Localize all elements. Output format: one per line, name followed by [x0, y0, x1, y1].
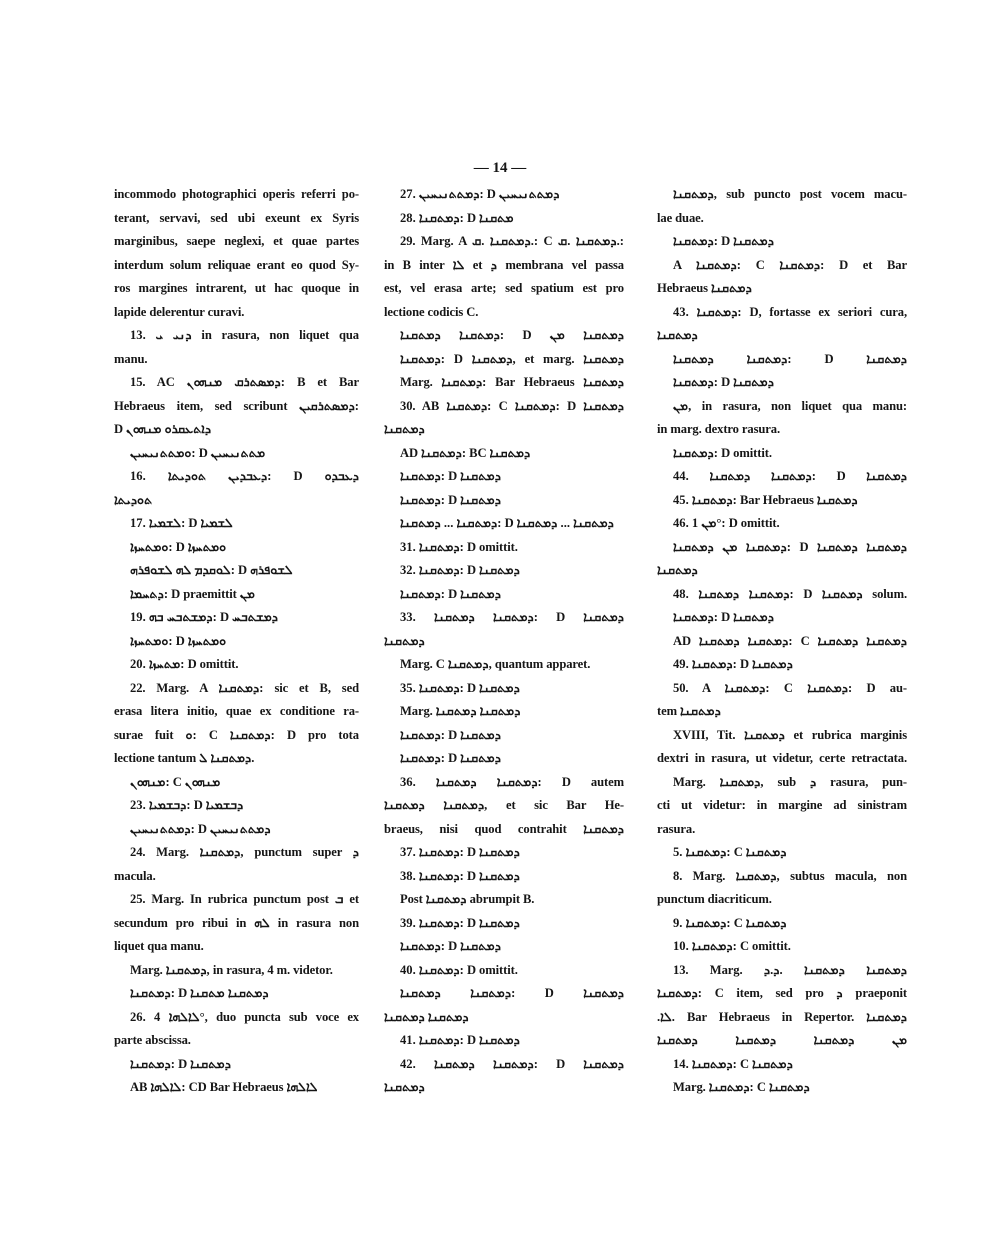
- text-line: D ܕܐܬܥܩܪܘ ܡܢܗܘܢ: [114, 422, 212, 436]
- text-line: 28. ܕܡܬܩܢܐ: D ܡܬܩܢܐ: [400, 210, 514, 225]
- text-line: 46. ܡܢ 1°: D omittit.: [673, 516, 780, 530]
- text-line: 44. ܕܡܬܩܢܐ ܕܡܬܩܢܐ: D ܕܡܬܩܢܐ: [673, 469, 907, 483]
- text-line: 13. ܕܢܝ ܝ in rasura, non liquet qua: [130, 328, 359, 342]
- text-line: 13. Marg. ܕܡܬܩܢܐ ܕܡܬܩܢܐ .ܕ.ܕ: [673, 962, 907, 977]
- text-line: marginibus, saepe neglexi, et quae partes: [114, 234, 359, 248]
- text-line: 33. ܕܡܬܩܢܐ ܕܡܬܩܢܐ: D ܕܡܬܩܢܐ: [400, 610, 624, 624]
- text-line: 39. ܕܡܬܩܢܐ: D ܕܡܬܩܢܐ: [400, 915, 520, 930]
- text-line: Marg. ܕܡܬܩܢܐ, in rasura, 4 m. videtor.: [130, 962, 333, 977]
- text-line: lectione tantum ܕܡܬܩܢܐ ܠ.: [114, 751, 255, 765]
- text-line: 32. ܕܡܬܩܢܐ: D ܕܡܬܩܢܐ: [400, 563, 520, 577]
- text-line: ܕܡܬܩܢܐ ܕܡܬܩܢܐ: D ܕܡܬܩܢܐ ܡܢ: [400, 328, 624, 342]
- text-line: 9. ܕܡܬܩܢܐ: C ܕܡܬܩܢܐ: [673, 915, 787, 930]
- text-line: .ܠܐ. Bar Hebraeus in Repertor. ܕܡܬܩܢܐ: [657, 1009, 907, 1024]
- text-line: 8. Marg. ܕܡܬܩܢܐ, subtus macula, non: [673, 868, 907, 883]
- text-line: parte abscissa.: [114, 1033, 191, 1047]
- text-line: Marg. C ܕܡܬܩܢܐ, quantum apparet.: [400, 657, 591, 671]
- text-line: terant, servavi, sed ubi exeunt ex Syris: [114, 210, 359, 225]
- text-line: ܕܡܬܩܢܐ: [657, 563, 698, 577]
- text-line: ܕܡܬܩܢܐ: D ܕܡܬܩܢܐ: [400, 469, 501, 483]
- text-line: 49. ܕܡܬܩܢܐ: D ܕܡܬܩܢܐ: [673, 657, 793, 671]
- text-line: in B inter ܠܐ et ܕ membrana vel passa: [384, 257, 624, 272]
- text-line: 16. ܕܥܒܕܝܢ ܬܘܕܝܬܐ: D ܕܥܒܕܘ: [130, 469, 359, 483]
- text-line: ܘܡܬܬܢܝܚܝܢ: D ܡܬܬܢܝܚܝܢ: [130, 445, 266, 460]
- text-line: 31. ܕܡܬܩܢܐ: D omittit.: [400, 539, 518, 554]
- text-line: est, vel erasa arte; sed spatium est pro: [384, 281, 624, 295]
- text-line: 19. ܕܡܫܬܒܚ ܒܗ: D ܕܡܫܬܒܚ: [130, 610, 279, 624]
- text-line: surae fuit ܘ: C ܕܡܬܩܢܐ: D pro tota: [114, 727, 359, 742]
- text-line: lectione codicis C.: [384, 304, 479, 319]
- text-line: ܕܡܬܩܢܐ: D ܕܡܬܩܢܐ: [673, 234, 774, 248]
- text-line: incommodo photographici operis referri po-: [114, 187, 359, 201]
- text-line: 50. A ܕܡܬܩܢܐ: C ܕܡܬܩܢܐ: D au-: [673, 680, 907, 695]
- text-line: ܕܡܬܩܢܐ ܕܡܬܩܢܐ: D ܕܡܬܩܢܐ: [673, 351, 907, 366]
- text-line: ܕܡܬܩܢܐ, sub puncto post vocem macu-: [673, 187, 907, 201]
- text-line: 41. ܕܡܬܩܢܐ: D ܕܡܬܩܢܐ: [400, 1033, 520, 1047]
- text-line: XVIII, Tit. ܕܡܬܩܢܐ et rubrica marginis: [673, 727, 907, 742]
- text-line: macula.: [114, 868, 156, 883]
- text-line: 5. ܕܡܬܩܢܐ: C ܕܡܬܩܢܐ: [673, 845, 787, 859]
- text-line: 45. ܕܡܬܩܢܐ: Bar Hebraeus ܕܡܬܩܢܐ: [673, 492, 858, 507]
- text-line: 20. ܡܬܚܙܐ: D omittit.: [130, 657, 239, 671]
- column-left: [114, 183, 359, 1100]
- text-line: ܕܡܬܩܢܐ: D omittit.: [673, 445, 772, 460]
- text-line: 36. ܕܡܬܩܢܐ ܕܡܬܩܢܐ: D autem: [400, 774, 624, 789]
- text-line: 42. ܕܡܬܩܢܐ ܕܡܬܩܢܐ: D ܕܡܬܩܢܐ: [400, 1056, 624, 1071]
- text-line: ܕܡܬܩܢܐ: D ܕܡܬܩܢܐ: [673, 375, 774, 389]
- text-line: lapide delerentur curavi.: [114, 304, 245, 319]
- text-line: erasa litera initio, quae ex conditione ra-: [114, 704, 359, 718]
- text-line: secundum pro ribui in ܠܗ in rasura non: [114, 915, 359, 930]
- text-line: AB ܠܐܠܗܐ: CD Bar Hebraeus ܠܐܠܗܐ: [130, 1080, 318, 1094]
- text-line: ܕܡܬܩܢܐ: [384, 422, 425, 436]
- text-line: ܕܡܬܬܢܝܚܝܢ: D ܕܡܬܬܢܝܚܝܢ: [130, 821, 271, 836]
- text-line: 38. ܕܡܬܩܢܐ: D ܕܡܬܩܢܐ: [400, 868, 520, 883]
- text-line: ܡܢ ܕܡܬܩܢܐ ܕܡܬܩܢܐ ܕܡܬܩܢܐ: [657, 1033, 907, 1047]
- text-line: ܘܡܬܚܙܐ: D ܘܡܬܚܙܐ: [130, 633, 227, 648]
- text-line: 10. ܕܡܬܩܢܐ: C omittit.: [673, 939, 791, 953]
- text-line: Post ܕܡܬܩܢܐ abrumpit B.: [400, 892, 535, 906]
- text-line: interdum solum reliquae erant eo quod Sy-: [114, 257, 359, 272]
- text-line: 17. ܠܫܡܝܐ: D ܠܫܡܝܐ: [130, 516, 233, 530]
- text-line: ܘܡܬܚܙܐ: D ܘܡܬܚܙܐ: [130, 539, 227, 554]
- text-line: AD ܕܡܬܩܢܐ ܕܡܬܩܢܐ: C ܕܡܬܩܢܐ ܕܡܬܩܢܐ: [673, 633, 907, 648]
- text-line: 23. ܕܒܫܡܝܐ: D ܕܒܫܡܝܐ: [130, 798, 244, 812]
- text-line: ܕܡܬܩܢܐ: D ܕܡܬܩܢܐ: [673, 610, 774, 624]
- text-line: ܕܡܬܩܢܐ: [657, 328, 698, 342]
- text-line: ros margines intrarent, ut hac quoque in: [114, 281, 359, 295]
- text-line: ܕܡܬܩܢܐ ܕܡܬܩܢܐ, et sic Bar He-: [384, 798, 624, 812]
- text-line: ܕܡܬܩܢܐ: C item, sed pro ܕ praeponit: [657, 986, 907, 1000]
- text-line: 15. AC ܕܡܣܬܪܩ ܡܢܗܘܢ: B et Bar: [130, 375, 359, 389]
- text-line: ܕܡܬܩܢܐ: [384, 633, 425, 648]
- text-line: tem ܕܡܬܩܢܐ: [657, 704, 721, 718]
- text-line: 27. ܕܡܬܬܢܝܚܝܢ: D ܕܡܬܬܢܝܚܝܢ: [400, 187, 560, 201]
- text-line: ܕܡܬܩܢܐ ܡܢ ܕܡܬܩܢܐ: D ܕܡܬܩܢܐ ܕܡܬܩܢܐ: [673, 539, 907, 554]
- text-line: 37. ܕܡܬܩܢܐ: D ܕܡܬܩܢܐ: [400, 845, 520, 859]
- text-line: ܬܘܕܝܬܐ: [114, 492, 153, 507]
- text-line: Hebraeus ܕܡܬܩܢܐ: [657, 281, 752, 295]
- text-line: ܕܡܬܩܢܐ: D ܕܡܬܩܢܐ: [400, 492, 501, 507]
- text-line: 30. AB ܕܡܬܩܢܐ: C ܕܡܬܩܢܐ: D ܕܡܬܩܢܐ: [400, 398, 624, 413]
- text-line: ܕܡܬܩܢܐ: D ܕܡܬܩܢܐ ܡܬܩܢܐ: [130, 986, 269, 1000]
- text-line: ܕܬܚܡܐ: D praemittit ܡܢ: [130, 586, 255, 601]
- text-line: Marg. ܕܡܬܩܢܐ: Bar Hebraeus ܕܡܬܩܢܐ: [400, 375, 624, 389]
- page-number: — 14 —: [473, 160, 527, 176]
- text-line: rasura.: [657, 821, 696, 836]
- text-line: 26. ܠܐܠܗܐ 4°, duo puncta sub voce ex: [130, 1009, 359, 1024]
- text-line: cti ut videtur: in margine ad sinistram: [657, 798, 907, 812]
- text-line: manu.: [114, 351, 148, 366]
- text-line: ܕܡܬܩܢܐ: D ܕܡܬܩܢܐ: [130, 1056, 231, 1071]
- text-line: ܕܡܬܩܢܐ ... ܕܡܬܩܢܐ: D ܕܡܬܩܢܐ ... ܕܡܬܩܢܐ: [400, 516, 614, 530]
- text-line: Marg. ܕܡܬܩܢܐ: C ܕܡܬܩܢܐ: [673, 1080, 810, 1094]
- text-line: Hebraeus item, sed scribunt ܕܡܣܬܪܩܝܢ:: [114, 398, 359, 413]
- text-line: 48. ܕܡܬܩܢܐ ܕܡܬܩܢܐ: D ܕܡܬܩܢܐ solum.: [673, 586, 907, 601]
- text-line: ܕܡܬܩܢܐ: D ܕܡܬܩܢܐ: [400, 751, 501, 765]
- text-line: A ܕܡܬܩܢܐ: C ܕܡܬܩܢܐ: D et Bar: [673, 257, 907, 272]
- text-line: ܠܘܩܕܡ ܠܗ ܠܫܘܦܪܗ: D ܠܫܘܦܪܗ: [130, 563, 293, 577]
- text-line: ܡܢ, in rasura, non liquet qua manu:: [673, 398, 907, 413]
- text-line: ܕܡܬܩܢܐ ܕܡܬܩܢܐ: D ܕܡܬܩܢܐ: [400, 986, 624, 1000]
- text-line: 22. Marg. A ܕܡܬܩܢܐ: sic et B, sed: [130, 680, 359, 695]
- text-line: ܕܡܬܩܢܐ: D ܕܡܬܩܢܐ, et marg. ܕܡܬܩܢܐ: [400, 351, 624, 366]
- column-middle: [384, 183, 624, 1100]
- text-line: 14. ܕܡܬܩܢܐ: C ܕܡܬܩܢܐ: [673, 1056, 793, 1071]
- text-line: ܕܡܬܩܢܐ: D ܕܡܬܩܢܐ: [400, 586, 501, 601]
- text-line: braeus, nisi quod contrahit ܕܡܬܩܢܐ: [384, 821, 624, 836]
- text-line: ܕܡܬܩܢܐ: D ܕܡܬܩܢܐ: [400, 727, 501, 742]
- column-right: [657, 183, 907, 1100]
- text-line: dextri in rasura, ut videtur, certe retractata.: [657, 751, 907, 765]
- text-line: 35. ܕܡܬܩܢܐ: D ܕܡܬܩܢܐ: [400, 680, 520, 695]
- text-line: 40. ܕܡܬܩܢܐ: D omittit.: [400, 962, 518, 977]
- text-line: ܡܢܗܘܢ: C ܡܢܗܘܢ: [130, 774, 221, 789]
- text-line: in marg. dextro rasura.: [657, 422, 781, 436]
- text-line: Marg. ܕܡܬܩܢܐ ܕܡܬܩܢܐ: [400, 704, 521, 718]
- text-line: punctum diacriticum.: [657, 892, 772, 906]
- text-line: 25. Marg. In rubrica punctum post ܒ et: [130, 892, 359, 906]
- text-line: ܕܡܬܩܢܐ: D ܕܡܬܩܢܐ: [400, 939, 501, 953]
- text-line: 24. Marg. ܕܡܬܩܢܐ, punctum super ܕ: [130, 845, 359, 859]
- text-line: ܕܡܬܩܢܐ ܕܡܬܩܢܐ: [384, 1009, 469, 1024]
- text-line: ܕܡܬܩܢܐ: [384, 1080, 425, 1094]
- text-line: liquet qua manu.: [114, 939, 204, 953]
- text-line: AD ܕܡܬܩܢܐ: BC ܕܡܬܩܢܐ: [400, 445, 531, 460]
- text-line: Marg. ܕܡܬܩܢܐ, sub ܕ rasura, pun-: [673, 774, 907, 789]
- text-line: 43. ܕܡܬܩܢܐ: D, fortasse ex seriori cura,: [673, 304, 907, 319]
- text-line: lae duae.: [657, 210, 704, 225]
- text-line: 29. Marg. A ܕܡܬܩܢܐ .ܩ.: C ܕܡܬܩܢܐ .ܩ.:: [400, 234, 624, 248]
